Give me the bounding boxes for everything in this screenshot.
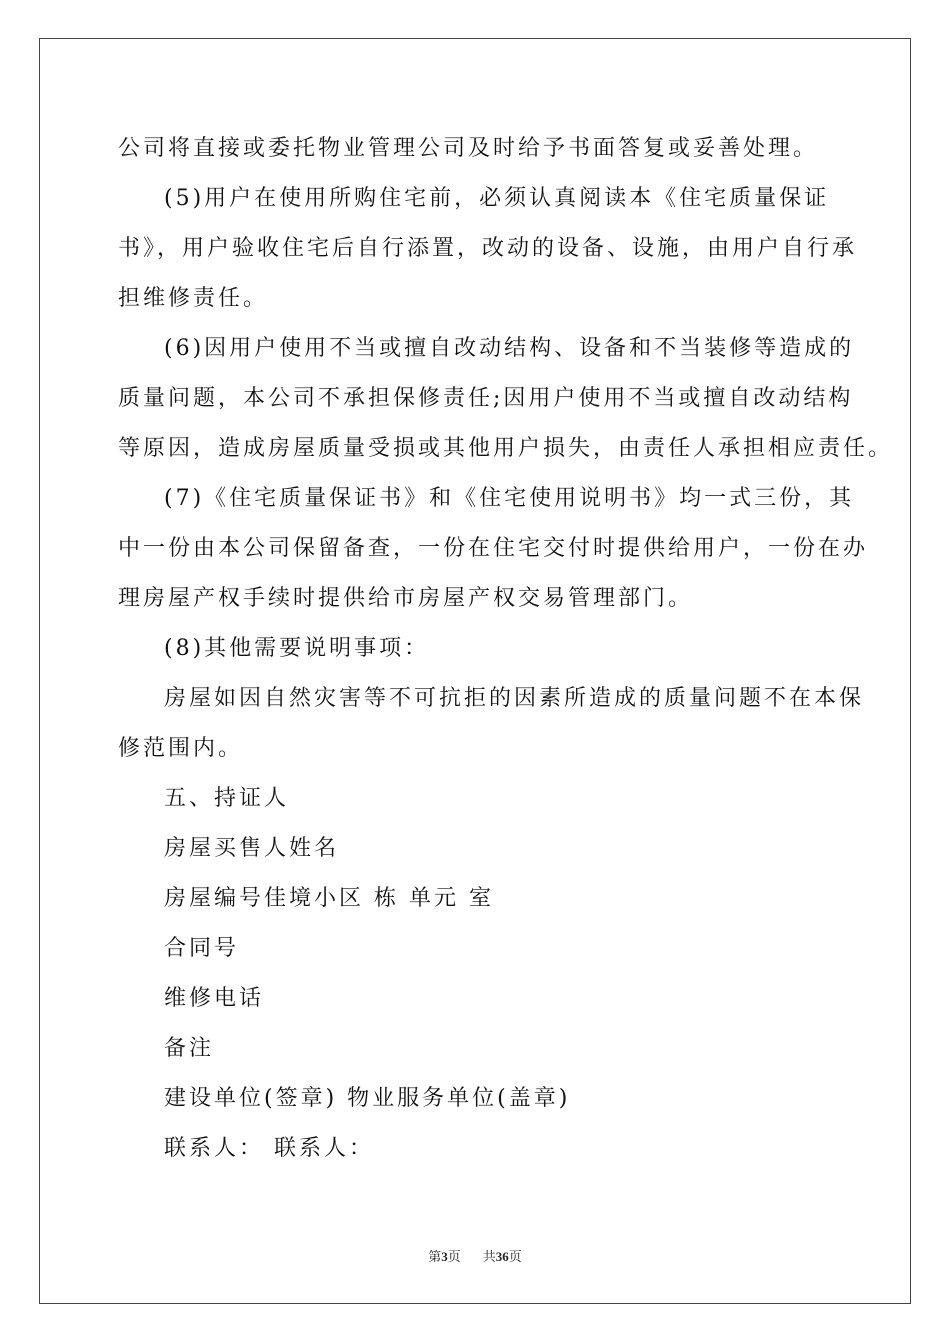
paragraph-line: 等原因，造成房屋质量受损或其他用户损失，由责任人承担相应责任。 (118, 436, 894, 461)
form-field-repair-phone: 维修电话 (164, 986, 265, 1011)
total-pages: 36 (495, 1249, 509, 1264)
form-field-contract-number: 合同号 (164, 936, 240, 961)
form-field-buyer-name: 房屋买售人姓名 (164, 836, 340, 861)
paragraph-line: (8)其他需要说明事项： (164, 636, 430, 661)
page-number: 3 (441, 1249, 448, 1264)
page-suffix: 页 (447, 1250, 461, 1265)
paragraph-line: (7)《住宅质量保证书》和《住宅使用说明书》均一式三份，其 (164, 486, 855, 511)
paragraph-line: 质量问题，本公司不承担保修责任;因用户使用不当或擅自改动结构 (118, 386, 854, 411)
paragraph-line: 担维修责任。 (118, 286, 269, 311)
page-footer (0, 1246, 950, 1265)
paragraph-line: 公司将直接或委托物业管理公司及时给予书面答复或妥善处理。 (118, 136, 819, 161)
page-prefix: 第 (428, 1250, 442, 1265)
form-field-house-number: 房屋编号佳境小区 栋 单元 室 (164, 886, 494, 911)
total-prefix: 共 (482, 1250, 496, 1265)
form-field-remarks: 备注 (164, 1036, 215, 1061)
paragraph-line: 中一份由本公司保留备查，一份在住宅交付时提供给用户，一份在办 (118, 536, 869, 561)
form-field-contacts: 联系人： 联系人： (164, 1136, 374, 1161)
document-body (118, 124, 894, 1174)
paragraph-line: 修范围内。 (118, 736, 244, 761)
paragraph-line: (5)用户在使用所购住宅前，必须认真阅读本《住宅质量保证 (164, 186, 830, 211)
form-field-seals: 建设单位(签章) 物业服务单位(盖章) (164, 1086, 571, 1111)
paragraph-line: 书》，用户验收住宅后自行添置，改动的设备、设施，由用户自行承 (118, 236, 858, 261)
section-heading: 五、持证人 (164, 786, 290, 811)
paragraph-line: 理房屋产权手续时提供给市房屋产权交易管理部门。 (118, 586, 694, 611)
total-suffix: 页 (508, 1250, 522, 1265)
paragraph-line: 房屋如因自然灾害等不可抗拒的因素所造成的质量问题不在本保 (164, 686, 865, 711)
paragraph-line: (6)因用户使用不当或擅自改动结构、设备和不当装修等造成的 (164, 336, 855, 361)
